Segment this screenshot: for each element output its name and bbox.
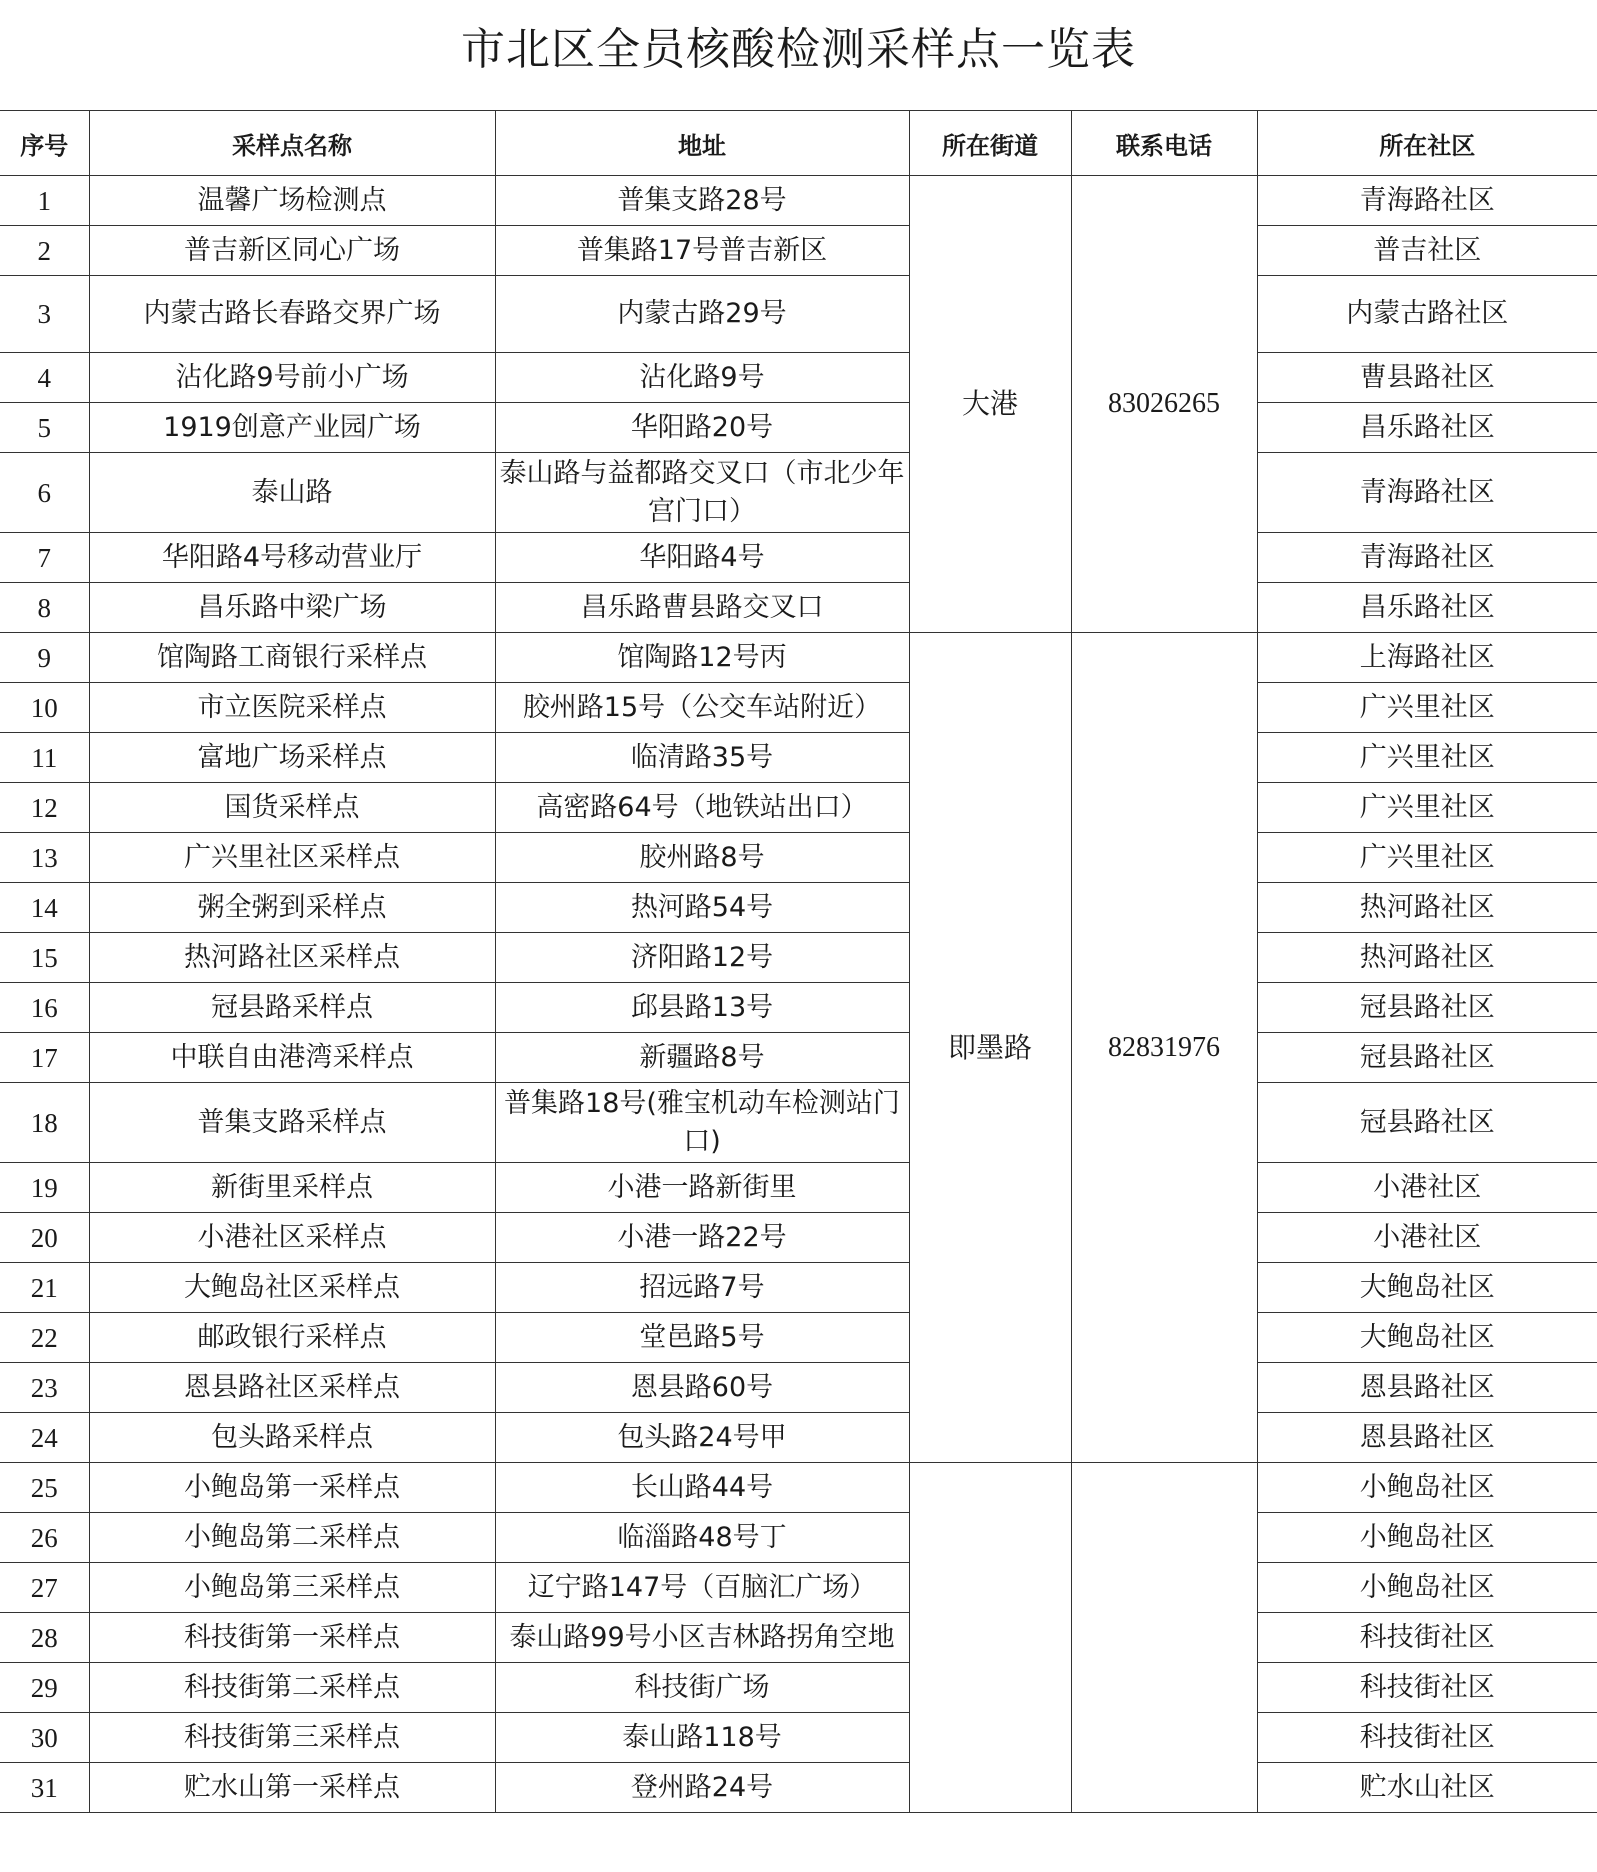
- street-cell: 即墨路: [909, 633, 1071, 1463]
- table-row: [0, 1313, 1597, 1363]
- table-row: [0, 1563, 1597, 1613]
- row-index: 6: [0, 453, 89, 533]
- community: 青海路社区: [1257, 533, 1597, 583]
- address: 小港一路22号: [495, 1213, 909, 1263]
- address: 包头路24号甲: [495, 1413, 909, 1463]
- table-row: [0, 176, 1597, 226]
- table-row: [0, 733, 1597, 783]
- row-index: 24: [0, 1413, 89, 1463]
- site-name: 市立医院采样点: [89, 683, 495, 733]
- community: 科技街社区: [1257, 1713, 1597, 1763]
- community: 冠县路社区: [1257, 1083, 1597, 1163]
- address: 辽宁路147号（百脑汇广场）: [495, 1563, 909, 1613]
- row-index: 16: [0, 983, 89, 1033]
- address: 招远路7号: [495, 1263, 909, 1313]
- site-name: 大鲍岛社区采样点: [89, 1263, 495, 1313]
- community: 热河路社区: [1257, 933, 1597, 983]
- row-index: 25: [0, 1463, 89, 1513]
- row-index: 5: [0, 403, 89, 453]
- header-address: 地址: [495, 111, 909, 176]
- table-row: [0, 933, 1597, 983]
- address: 邱县路13号: [495, 983, 909, 1033]
- row-index: 3: [0, 276, 89, 353]
- table-row: [0, 583, 1597, 633]
- site-name: 温馨广场检测点: [89, 176, 495, 226]
- site-name: 小鲍岛第二采样点: [89, 1513, 495, 1563]
- community: 小鲍岛社区: [1257, 1463, 1597, 1513]
- table-row: [0, 1613, 1597, 1663]
- phone-cell: 83026265: [1071, 176, 1257, 633]
- community: 广兴里社区: [1257, 833, 1597, 883]
- address: 泰山路与益都路交叉口（市北少年宫门口）: [495, 453, 909, 533]
- site-name: 内蒙古路长春路交界广场: [89, 276, 495, 353]
- row-index: 12: [0, 783, 89, 833]
- table-row: [0, 633, 1597, 683]
- address: 普集路18号(雅宝机动车检测站门口): [495, 1083, 909, 1163]
- site-name: 小鲍岛第三采样点: [89, 1563, 495, 1613]
- table-row: [0, 883, 1597, 933]
- row-index: 19: [0, 1163, 89, 1213]
- community: 小港社区: [1257, 1163, 1597, 1213]
- address: 普集路17号普吉新区: [495, 226, 909, 276]
- row-index: 2: [0, 226, 89, 276]
- address: 临清路35号: [495, 733, 909, 783]
- table-row: [0, 1163, 1597, 1213]
- row-index: 14: [0, 883, 89, 933]
- row-index: 9: [0, 633, 89, 683]
- row-index: 10: [0, 683, 89, 733]
- site-name: 普吉新区同心广场: [89, 226, 495, 276]
- address: 普集支路28号: [495, 176, 909, 226]
- community: 普吉社区: [1257, 226, 1597, 276]
- row-index: 1: [0, 176, 89, 226]
- community: 广兴里社区: [1257, 783, 1597, 833]
- address: 小港一路新街里: [495, 1163, 909, 1213]
- table-row: [0, 533, 1597, 583]
- site-name: 富地广场采样点: [89, 733, 495, 783]
- address: 长山路44号: [495, 1463, 909, 1513]
- table-row: [0, 1033, 1597, 1083]
- address: 新疆路8号: [495, 1033, 909, 1083]
- site-name: 包头路采样点: [89, 1413, 495, 1463]
- site-name: 沾化路9号前小广场: [89, 353, 495, 403]
- row-index: 13: [0, 833, 89, 883]
- page-title: 市北区全员核酸检测采样点一览表: [461, 24, 1136, 75]
- site-name: 冠县路采样点: [89, 983, 495, 1033]
- community: 冠县路社区: [1257, 1033, 1597, 1083]
- address: 临淄路48号丁: [495, 1513, 909, 1563]
- site-name: 新街里采样点: [89, 1163, 495, 1213]
- table-row: [0, 783, 1597, 833]
- row-index: 23: [0, 1363, 89, 1413]
- site-name: 国货采样点: [89, 783, 495, 833]
- table-row: [0, 1083, 1597, 1163]
- address: 华阳路4号: [495, 533, 909, 583]
- address: 恩县路60号: [495, 1363, 909, 1413]
- row-index: 22: [0, 1313, 89, 1363]
- table-row: [0, 1663, 1597, 1713]
- site-name: 普集支路采样点: [89, 1083, 495, 1163]
- site-name: 华阳路4号移动营业厅: [89, 533, 495, 583]
- table-row: [0, 833, 1597, 883]
- table-row: [0, 276, 1597, 353]
- sampling-points-table: [0, 110, 1597, 1813]
- community: 昌乐路社区: [1257, 403, 1597, 453]
- table-row: [0, 1463, 1597, 1513]
- address: 堂邑路5号: [495, 1313, 909, 1363]
- address: 胶州路8号: [495, 833, 909, 883]
- table-row: [0, 226, 1597, 276]
- row-index: 8: [0, 583, 89, 633]
- site-name: 热河路社区采样点: [89, 933, 495, 983]
- site-name: 科技街第一采样点: [89, 1613, 495, 1663]
- street-cell: [909, 1463, 1071, 1813]
- table-row: [0, 403, 1597, 453]
- site-name: 粥全粥到采样点: [89, 883, 495, 933]
- row-index: 26: [0, 1513, 89, 1563]
- phone-cell: 82831976: [1071, 633, 1257, 1463]
- table-row: [0, 1363, 1597, 1413]
- site-name: 科技街第三采样点: [89, 1713, 495, 1763]
- table-body: [0, 176, 1597, 1813]
- row-index: 20: [0, 1213, 89, 1263]
- community: 恩县路社区: [1257, 1363, 1597, 1413]
- community: 冠县路社区: [1257, 983, 1597, 1033]
- community: 大鲍岛社区: [1257, 1313, 1597, 1363]
- site-name: 馆陶路工商银行采样点: [89, 633, 495, 683]
- site-name: 恩县路社区采样点: [89, 1363, 495, 1413]
- address: 馆陶路12号丙: [495, 633, 909, 683]
- site-name: 泰山路: [89, 453, 495, 533]
- header-phone: 联系电话: [1071, 111, 1257, 176]
- site-name: 邮政银行采样点: [89, 1313, 495, 1363]
- site-name: 1919创意产业园广场: [89, 403, 495, 453]
- row-index: 29: [0, 1663, 89, 1713]
- row-index: 17: [0, 1033, 89, 1083]
- community: 科技街社区: [1257, 1663, 1597, 1713]
- table-header-row: [0, 111, 1597, 176]
- community: 曹县路社区: [1257, 353, 1597, 403]
- address: 济阳路12号: [495, 933, 909, 983]
- address: 热河路54号: [495, 883, 909, 933]
- community: 大鲍岛社区: [1257, 1263, 1597, 1313]
- community: 小港社区: [1257, 1213, 1597, 1263]
- header-community: 所在社区: [1257, 111, 1597, 176]
- address: 泰山路118号: [495, 1713, 909, 1763]
- address: 沾化路9号: [495, 353, 909, 403]
- community: 小鲍岛社区: [1257, 1563, 1597, 1613]
- table-row: [0, 1213, 1597, 1263]
- address: 华阳路20号: [495, 403, 909, 453]
- address: 胶州路15号（公交车站附近）: [495, 683, 909, 733]
- community: 小鲍岛社区: [1257, 1513, 1597, 1563]
- address: 泰山路99号小区吉林路拐角空地: [495, 1613, 909, 1663]
- row-index: 31: [0, 1763, 89, 1813]
- address: 登州路24号: [495, 1763, 909, 1813]
- table-row: [0, 1763, 1597, 1813]
- header-index: 序号: [0, 111, 89, 176]
- table-row: [0, 1413, 1597, 1463]
- row-index: 7: [0, 533, 89, 583]
- table-row: [0, 683, 1597, 733]
- table-row: [0, 983, 1597, 1033]
- table-row: [0, 453, 1597, 533]
- community: 昌乐路社区: [1257, 583, 1597, 633]
- community: 贮水山社区: [1257, 1763, 1597, 1813]
- site-name: 贮水山第一采样点: [89, 1763, 495, 1813]
- community: 广兴里社区: [1257, 733, 1597, 783]
- header-street: 所在街道: [909, 111, 1071, 176]
- street-cell: 大港: [909, 176, 1071, 633]
- community: 热河路社区: [1257, 883, 1597, 933]
- community: 上海路社区: [1257, 633, 1597, 683]
- site-name: 昌乐路中梁广场: [89, 583, 495, 633]
- community: 广兴里社区: [1257, 683, 1597, 733]
- row-index: 4: [0, 353, 89, 403]
- site-name: 小港社区采样点: [89, 1213, 495, 1263]
- row-index: 21: [0, 1263, 89, 1313]
- community: 青海路社区: [1257, 453, 1597, 533]
- address: 内蒙古路29号: [495, 276, 909, 353]
- site-name: 中联自由港湾采样点: [89, 1033, 495, 1083]
- community: 内蒙古路社区: [1257, 276, 1597, 353]
- phone-cell: [1071, 1463, 1257, 1813]
- address: 高密路64号（地铁站出口）: [495, 783, 909, 833]
- header-site-name: 采样点名称: [89, 111, 495, 176]
- site-name: 科技街第二采样点: [89, 1663, 495, 1713]
- row-index: 27: [0, 1563, 89, 1613]
- row-index: 28: [0, 1613, 89, 1663]
- address: 科技街广场: [495, 1663, 909, 1713]
- table-row: [0, 1513, 1597, 1563]
- row-index: 15: [0, 933, 89, 983]
- site-name: 广兴里社区采样点: [89, 833, 495, 883]
- community: 恩县路社区: [1257, 1413, 1597, 1463]
- table-row: [0, 1263, 1597, 1313]
- row-index: 18: [0, 1083, 89, 1163]
- table-row: [0, 1713, 1597, 1763]
- site-name: 小鲍岛第一采样点: [89, 1463, 495, 1513]
- address: 昌乐路曹县路交叉口: [495, 583, 909, 633]
- community: 青海路社区: [1257, 176, 1597, 226]
- row-index: 11: [0, 733, 89, 783]
- community: 科技街社区: [1257, 1613, 1597, 1663]
- table-row: [0, 353, 1597, 403]
- row-index: 30: [0, 1713, 89, 1763]
